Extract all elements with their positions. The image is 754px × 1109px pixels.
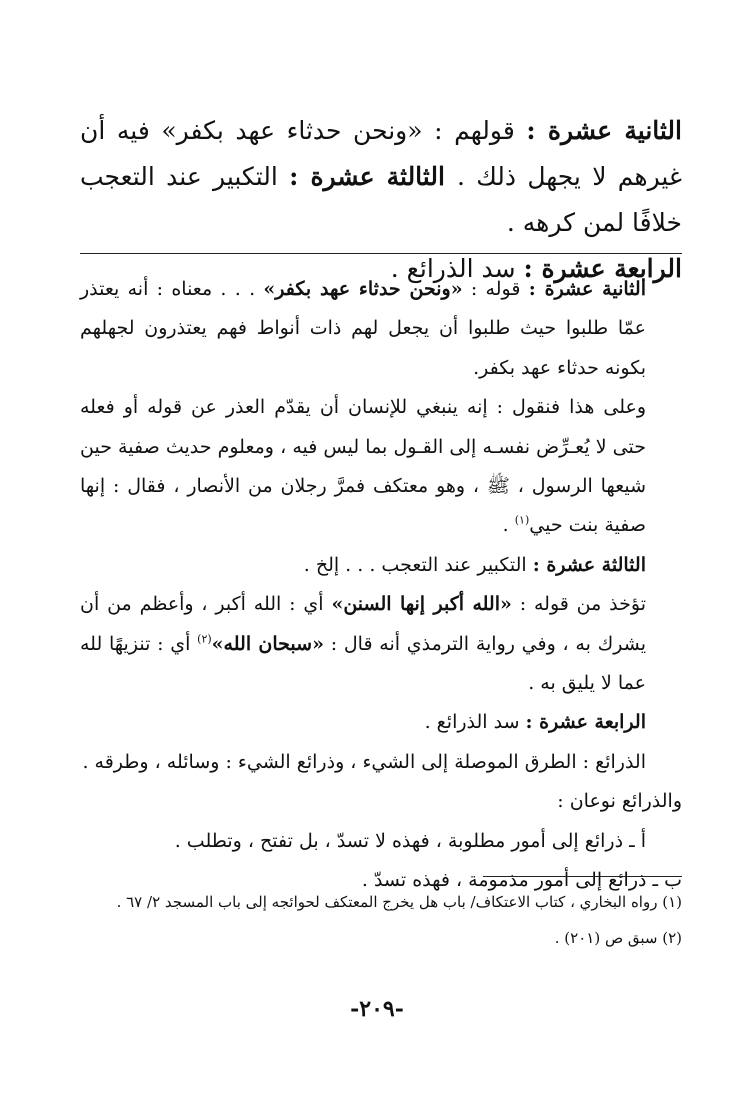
- commentary-text: . . . معناه : أنه يعتذر عمّا طلبوا حيث طلبوا أن يجعل لهم ذات أنواط فهم يعتذرون لجهلهم بكونه حدثاء عهد بكفر.: [80, 278, 646, 379]
- commentary-label: الرابعة عشرة :: [525, 711, 646, 734]
- commentary-para-1: [80, 270, 682, 388]
- issue-13-label: الثالثة عشرة :: [289, 162, 457, 191]
- commentary: [80, 270, 682, 901]
- commentary-label: الثانية عشرة :: [528, 278, 646, 300]
- commentary-label: الثالثة عشرة :: [532, 553, 646, 576]
- commentary-para-2: [80, 388, 682, 546]
- commentary-text: أي : تنزيهًا لله عما لا يليق به .: [80, 632, 646, 695]
- commentary-para-4: [80, 585, 682, 703]
- page-number: -٢٠٩-: [350, 996, 404, 1022]
- commentary-text: تؤخذ من قوله :: [511, 593, 646, 616]
- issue-14-text: سد الذرائع .: [390, 254, 524, 283]
- footnotes: [80, 884, 682, 956]
- quoted-text: «سبحان الله»: [211, 632, 324, 655]
- footnote-divider: [483, 876, 682, 877]
- commentary-text: .: [502, 514, 515, 537]
- commentary-para-6: الذرائع : الطرق الموصلة إلى الشيء ، وذرائع الشيء : وسائله ، وطرقه .: [82, 750, 646, 773]
- footnote-2: (٢) سبق ص (٢٠١) .: [554, 929, 682, 947]
- commentary-text: أي : الله أكبر ، وأعظم من أن يشرك به ، وفي رواية الترمذي أنه قال :: [80, 593, 646, 655]
- issue-14-label: الرابعة عشرة :: [523, 254, 682, 283]
- footnote-ref-1[interactable]: (١): [514, 514, 530, 528]
- issue-13-text: التكبير عند التعجب خلافًا لمن كرهه .: [80, 162, 682, 237]
- commentary-para-5: [80, 703, 682, 742]
- footnote-ref-2[interactable]: (٢): [197, 632, 212, 646]
- issue-12-label: الثانية عشرة :: [526, 116, 682, 145]
- main-text: [80, 108, 682, 292]
- commentary-text: قوله :: [462, 278, 529, 300]
- quoted-text: «ونحن حدثاء عهد بكفر»: [263, 278, 463, 300]
- footnote-1: (١) رواه البخاري ، كتاب الاعتكاف/ باب هل يخرج المعتكف لحوائجه إلى باب المسجد ٢/ ٦٧ .: [116, 893, 682, 911]
- commentary-text: وعلى هذا فنقول : إنه ينبغي للإنسان أن يقدّم العذر عن قوله أو فعله حتى لا يُعـرِّض نفسـه إلى القـول بما ليس فيه ، ومعلوم حديث صفية حين شيعها الرسول ، ﷺ ، وهو معتكف فمرَّ رجلان من الأنصار ، فقال : إنها صفية بنت حيي: [80, 396, 646, 537]
- list-item-b: ب ـ ذرائع إلى أمور مذمومة ، فهذه تسدّ .: [361, 869, 682, 892]
- list-item-a: أ ـ ذرائع إلى أمور مطلوبة ، فهذه لا تسدّ ، بل تفتح ، وتطلب .: [174, 829, 646, 852]
- issue-12-13: [80, 108, 682, 246]
- commentary-text: التكبير عند التعجب . . . إلخ .: [303, 553, 533, 576]
- commentary-para-7: والذرائع نوعان :: [557, 790, 682, 813]
- quoted-text: «الله أكبر إنها السنن»: [331, 593, 512, 616]
- section-divider: [80, 253, 682, 254]
- commentary-para-3: [80, 546, 682, 585]
- issue-12-text: قولهم : «ونحن حدثاء عهد بكفر» فيه أن غيرهم لا يجهل ذلك .: [80, 116, 682, 191]
- commentary-text: سد الذرائع .: [424, 711, 526, 734]
